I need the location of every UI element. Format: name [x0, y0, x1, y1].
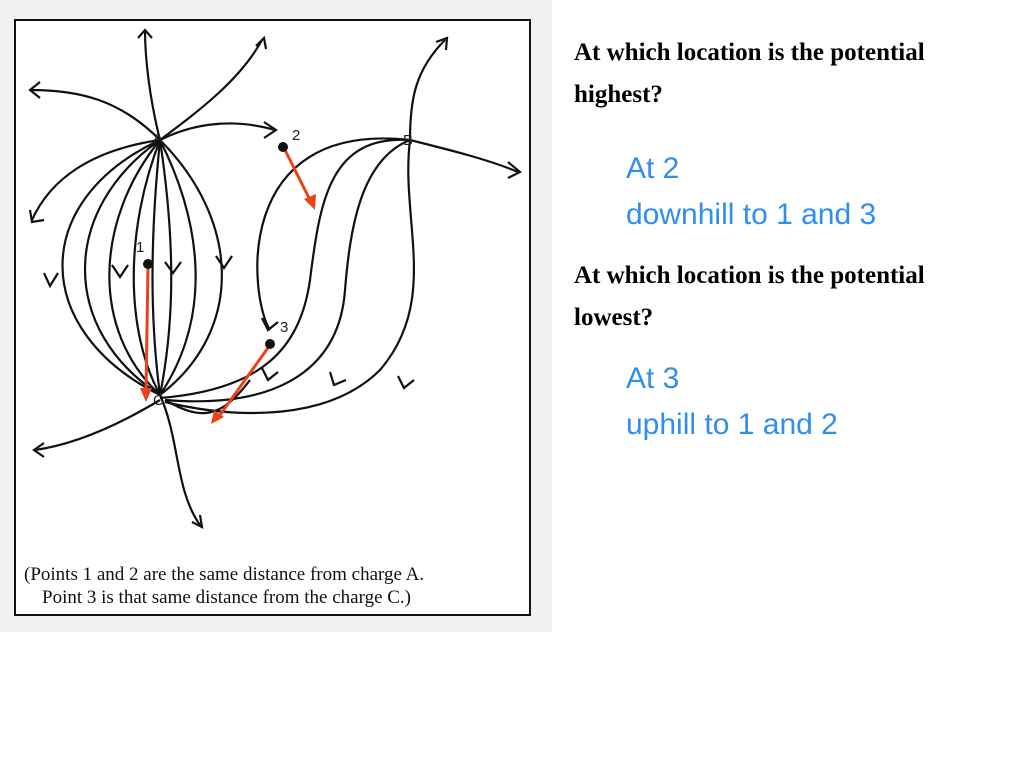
point-1-label: 1 [136, 239, 145, 256]
caption-line-1: (Points 1 and 2 are the same distance from charge A. [24, 564, 425, 585]
point-2-dot [278, 142, 288, 152]
answer-lowest-line1: At 3 [626, 362, 680, 395]
question-highest: At which location is the potential highest? [574, 39, 925, 108]
answer-highest [626, 146, 876, 238]
question-lowest: At which location is the potential lowest? [574, 262, 925, 331]
figure-frame [15, 20, 530, 615]
point-2-label: 2 [292, 127, 301, 144]
field-line-figure [0, 0, 552, 632]
point-3-label: 3 [280, 319, 289, 336]
point-1-dot [143, 259, 153, 269]
charge-a-label: A [153, 130, 164, 147]
field-line-diagram [0, 0, 552, 632]
answer-highest-line1: At 2 [626, 152, 680, 185]
caption-line-2: Point 3 is that same distance from the charge C.) [42, 587, 412, 608]
arrow-from-1 [146, 265, 148, 392]
answer-lowest-line2: uphill to 1 and 2 [626, 408, 838, 441]
charge-b-label: B [403, 132, 414, 149]
answer-lowest [626, 356, 838, 448]
answer-highest-line2: downhill to 1 and 3 [626, 198, 877, 231]
charge-c-label: C [153, 392, 164, 409]
point-3-dot [265, 339, 275, 349]
